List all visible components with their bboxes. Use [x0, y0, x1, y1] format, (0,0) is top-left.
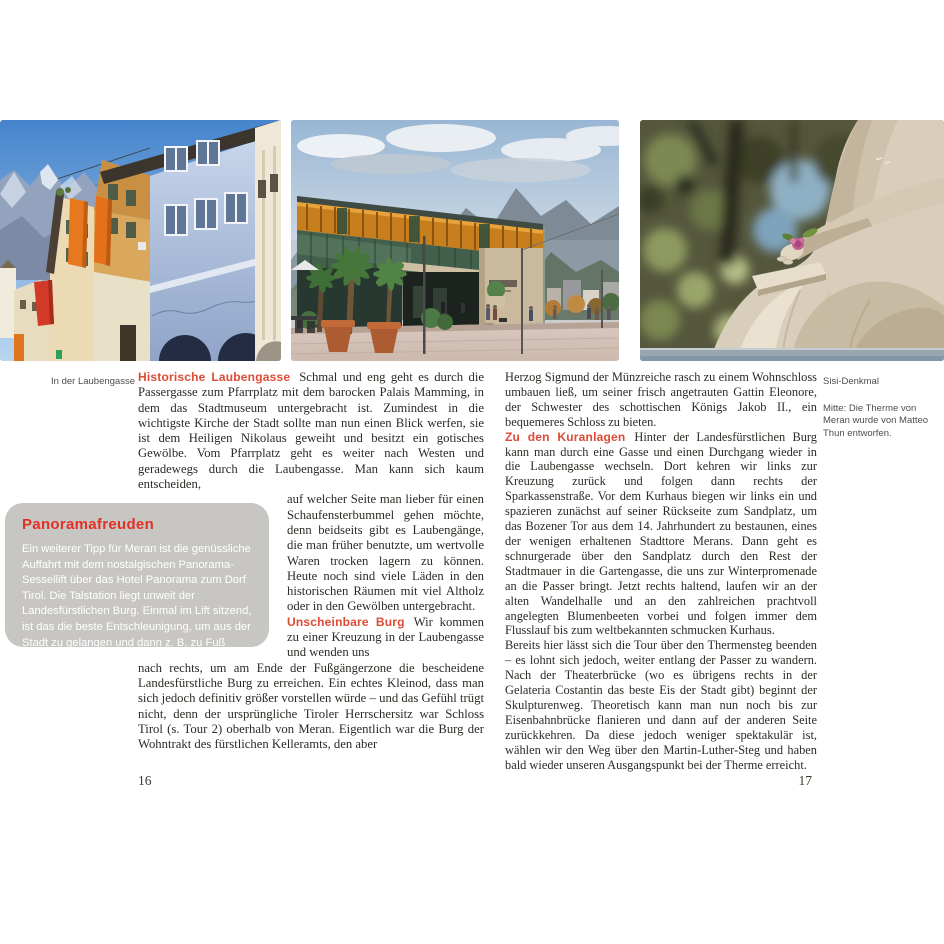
- paragraph-historische-laubengasse: [138, 370, 484, 492]
- caption-laubengasse: In der Laubengasse: [51, 376, 135, 387]
- photo-laubengasse: [0, 120, 281, 361]
- photo-therme-meran: [291, 120, 619, 361]
- paragraph-text: Wir kommen zu einer Kreuzung in der Laubengasse und wenden uns: [287, 614, 484, 660]
- photo-sisi-denkmal: [640, 120, 944, 361]
- caption-sisi-denkmal: Sisi-Denkmal: [823, 376, 879, 387]
- right-page-text: [505, 370, 817, 772]
- tip-box-title: Panoramafreuden: [22, 516, 155, 533]
- photo-therme-art: [291, 120, 619, 361]
- foreground-strip: [640, 348, 944, 361]
- tip-box-panoramafreuden: [5, 503, 269, 680]
- paragraph-herzog-sigmund: Herzog Sigmund der Münzreiche rasch zu einem Wohnschloss umbauen ließ, um seiner frisch angetrauten Gattin Eleonore, der Schwester des schottischen Königs Jakob II., ein bequemeres Schloss zu bieten.: [505, 370, 817, 429]
- section-heading-unscheinbare-burg: Unscheinbare Burg: [287, 614, 405, 629]
- page-number-left: 16: [138, 773, 152, 788]
- photo-laubengasse-art: [0, 120, 281, 361]
- caption-column-right: [823, 376, 941, 440]
- paragraph-text: Hinter der Landesfürstlichen Burg kann man durch eine Gasse und einen Durchgang wieder in die Laubengasse wechseln. Dort kehren wir links zur Kreuzung zurück und folgen dann rechts der Sparkassenstraße. Vor dem Kurhaus biegen wir links ein und spazieren zunächst auf seiner Rückseite zum Sandplatz, um das Bozener Tor aus dem 14. Jahrhundert zu bestaunen, eines der wenigen erhaltenen Stadttore Merans. Dann geht es schnurgerade über den Sandplatz durch den Rest der Stadtmauer in die Gartengasse, die uns zur Winterpromenade an die Passer bringt. Jetzt rechts haltend, laufen wir an der alten Wandelhalle und an den zahlreichen prachtvoll angelegten Blumenbeeten vorbei und folgen immer dem Flusslauf bis zum weltbekannten schmucken Kurhaus.: [505, 429, 817, 638]
- section-heading-historische-laubengasse: Historische Laubengasse: [138, 370, 291, 384]
- paragraph-text-wide: nach rechts, um am Ende der Fußgängerzone die bescheidene Landesfürstliche Burg zu erreichen. Ein echtes Kleinod, dass man sich jedoch definitiv größer vorstellen würde – und das Gefühl trügt nicht, denn der ursprüngliche Tiroler Herrschersitz war Schloss Tirol (s. Tour 2) oberhalb von Meran. Eigentlich war die Burg der Wohntrakt des fürstlichen Kelleramts, den aber: [138, 660, 484, 752]
- paragraph-text-narrow: auf welcher Seite man lieber für einen Schaufensterbummel gehen möchte, denn beidseits gibt es Laubengänge, die man früher benutzte, um wertvolle Waren trocken lagern zu können. Heute noch sind viele Läden in den historischen Räumen mit viel Altholz oder in den Gewölben untergebracht.: [287, 492, 484, 614]
- page-number-right: 17: [798, 773, 812, 788]
- photo-sisi-art: [640, 120, 944, 361]
- tip-box-text: Ein weiterer Tipp für Meran ist die genüssliche Auffahrt mit dem nostalgischen Panorama-Sessellift über das Hotel Panorama zum Dorf Tirol. Die Talstation liegt unweit der Landesfürstlichen Burg. Einmal im Lift sitzend, ist das die beste Entschleunigung, um aus der Stadt zu gelangen und dann z. B. zu Fuß wieder nach Meran zurückzuwandern (panoramalift.it).: [22, 543, 252, 680]
- paragraph-zu-den-kuranlagen: [505, 430, 817, 639]
- wrapped-column: [287, 492, 484, 660]
- paragraph-thermensteg: Bereits hier lässt sich die Tour über den Thermensteg beenden – es lohnt sich jedoch, weiter entlang der Passer zu wandern. Nach der Theaterbrücke (wo es übrigens rechts in der Gelateria Costantin das beste Eis der Stadt gibt) beginnt der Skulpturenweg. Theoretisch kann man nun noch bis zur Eisenbahnbrücke flanieren und dann auf der anderen Seite zurückkehren. Da diese jedoch weniger spektakulär ist, wählen wir den Weg über den Martin-Luther-Steg und haben bald wieder unseren Ausgangspunkt bei der Therme erreicht.: [505, 638, 817, 772]
- paragraph-unscheinbare-burg: [287, 615, 484, 661]
- paragraph-text: Schmal und eng geht es durch die Passergasse zum Pfarrplatz mit dem barocken Palais Mamming, in dem das Stadtmuseum untergebracht ist. Zumindest in die wichtigste Kirche der Stadt sollte man nun einen Blick werfen, sie ist dem Heiligen Nikolaus geweiht und besitzt ein gotisches Gewölbe. Vom Pfarrplatz geht es weiter nach Westen und geradewegs durch die Laubengasse. Man kann sich kaum entscheiden,: [138, 370, 485, 492]
- caption-therme-note: Mitte: Die Therme von Meran wurde von Matteo Thun entworfen.: [823, 402, 929, 439]
- section-heading-zu-den-kuranlagen: Zu den Kuranlagen: [505, 429, 626, 444]
